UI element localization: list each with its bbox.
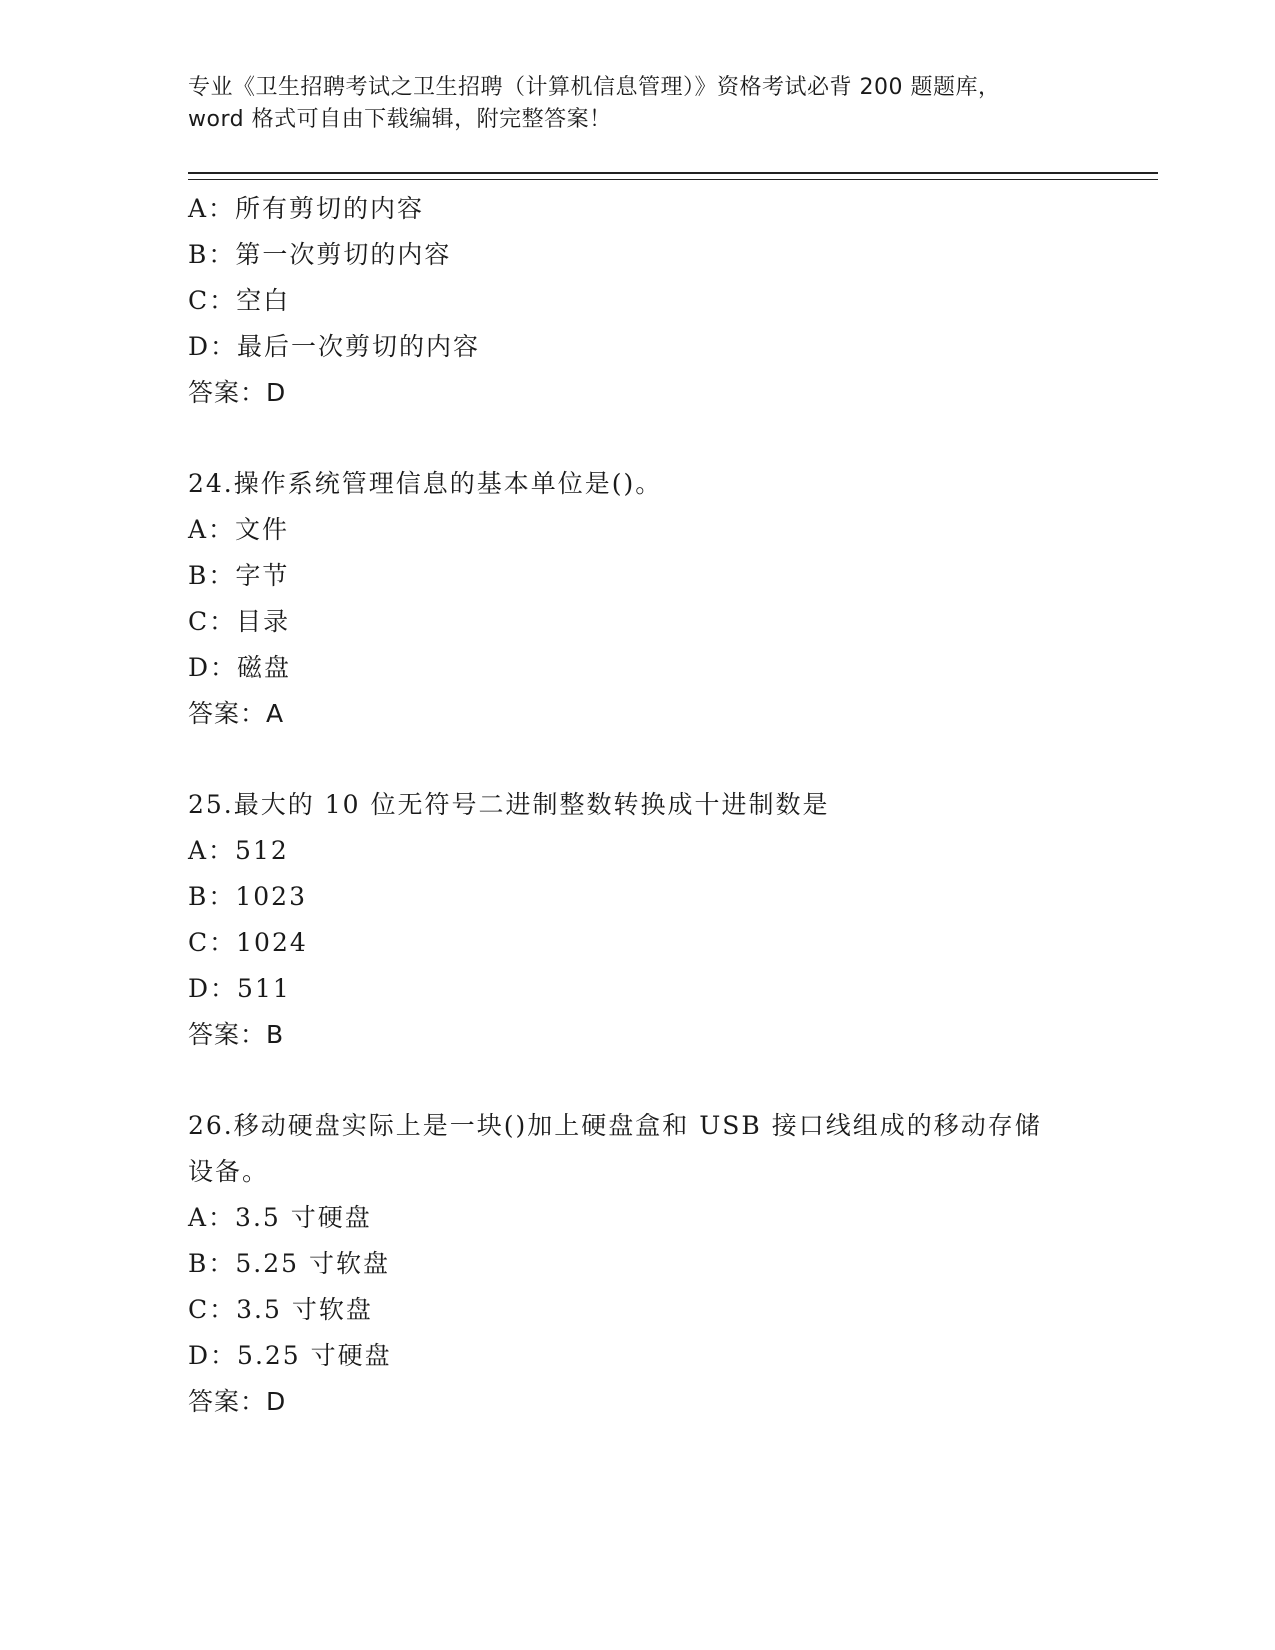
option-c: C：空白 (188, 286, 291, 315)
question-text: 25.最大的 10 位无符号二进制整数转换成十进制数是 (188, 790, 830, 819)
option-d: D：5.25 寸硬盘 (188, 1341, 392, 1370)
option-b: B：第一次剪切的内容 (188, 240, 452, 269)
question-24 (188, 461, 1158, 737)
option-d: D：最后一次剪切的内容 (188, 332, 481, 361)
question-25 (188, 782, 1158, 1058)
header-line-1: 专业《卫生招聘考试之卫生招聘（计算机信息管理）》资格考试必背 200 题题库， (188, 75, 1001, 100)
header-divider (188, 172, 1158, 180)
spacer (188, 416, 1158, 461)
option-c: C：目录 (188, 607, 291, 636)
option-c: C：3.5 寸软盘 (188, 1295, 373, 1324)
spacer (188, 737, 1158, 782)
option-b: B：字节 (188, 561, 290, 590)
question-text-line-2: 设备。 (188, 1157, 270, 1186)
answer: 答案：A (188, 699, 285, 728)
option-b: B：5.25 寸软盘 (188, 1249, 390, 1278)
option-a: A：512 (188, 836, 289, 865)
question-23 (188, 186, 1158, 416)
option-b: B：1023 (188, 882, 307, 911)
option-a: A：所有剪切的内容 (188, 194, 425, 223)
answer: 答案：D (188, 378, 287, 407)
option-d: D：511 (188, 974, 291, 1003)
option-d: D：磁盘 (188, 653, 292, 682)
option-a: A：3.5 寸硬盘 (188, 1203, 372, 1232)
answer: 答案：D (188, 1387, 287, 1416)
question-26 (188, 1103, 1158, 1425)
question-text-line-1: 26.移动硬盘实际上是一块()加上硬盘盒和 USB 接口线组成的移动存储 (188, 1111, 1042, 1140)
document-page (188, 72, 1158, 1425)
header-line-2: word 格式可自由下载编辑，附完整答案！ (188, 107, 612, 132)
spacer (188, 1058, 1158, 1103)
question-text: 24.操作系统管理信息的基本单位是()。 (188, 469, 663, 498)
answer: 答案：B (188, 1020, 285, 1049)
option-a: A：文件 (188, 515, 290, 544)
option-c: C：1024 (188, 928, 308, 957)
